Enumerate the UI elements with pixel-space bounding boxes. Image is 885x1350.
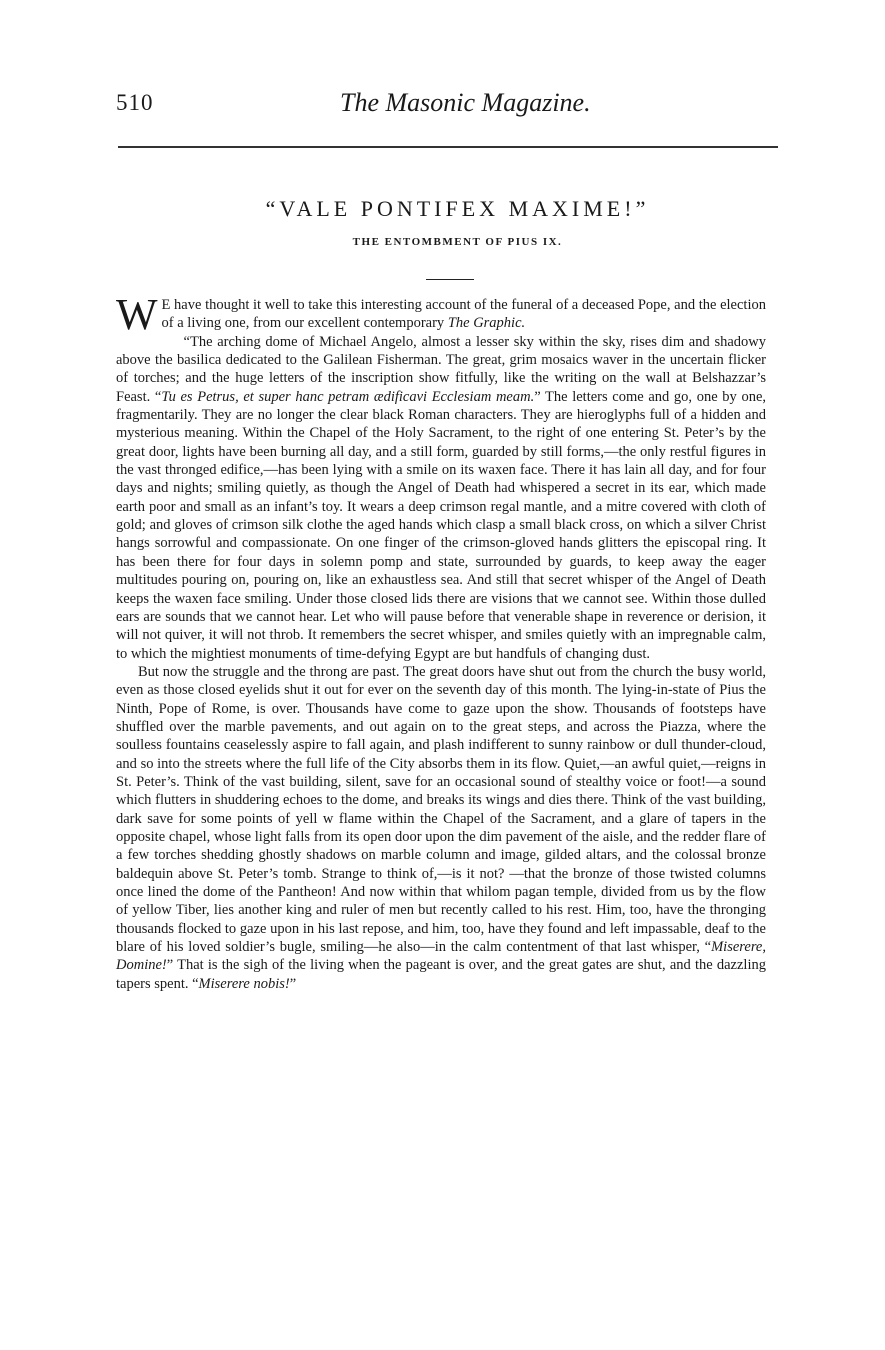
paragraph-2-text-b: ” That is the sigh of the living when the pageant is over, and the great gates are shut, and the dazzling tapers spent. “ (116, 957, 766, 992)
latin-inscription: Tu es Petrus, et super hanc petram ædificavi Ecclesiam meam. (161, 388, 535, 405)
article-body (116, 290, 767, 993)
intro-text: E have thought it well to take this interesting account of the funeral of a deceased Pope, and the election of a living one, from our excellent contemporary (161, 297, 766, 332)
drop-cap: W (116, 290, 158, 339)
latin-phrase-1: Miserere, Domine! (116, 939, 766, 974)
journal-title: The Masonic Magazine. (340, 88, 591, 117)
page-number: 510 (116, 90, 154, 115)
paragraph-1 (116, 333, 766, 663)
intro-paragraph (116, 290, 766, 339)
title-divider (426, 279, 474, 280)
paragraph-2-text-c: ” (289, 975, 297, 992)
paragraph-1-text-a: “The arching dome of Michael Angelo, almost a lesser sky within the sky, rises dim and shadowy above the basilica dedicated to the Galilean Fisherman. The great, grim mosaics waver in the uncertain flicker of torches; and the huge letters of the inscription show fitfully, like the writing on the wall at Belshazzar’s Feast. “ (116, 333, 766, 405)
paragraph-1-text-b: ” The letters come and go, one by one, fragmentarily. They are no longer the clear black Roman characters. They are hieroglyphs full of a hidden and mysterious meaning. Within the Chapel of the Holy Sacrament, to the right of one entering St. Peter’s by the great door, lights have been burning all day, and a still form, guarded by still forms,—the only restful figures in the vast thronged edifice,—has been lying with a smile on its waxen face. There it has lain all day, and for four days and nights; smiling quietly, as though the Angel of Death had whispered a secret in its ear, which made earth poor and small as an infant’s toy. It wears a deep crimson regal mantle, and a mitre covered with cloth of gold; and gloves of crimson silk clothe the aged hands which clasp a small black cross, on which a silver Christ hangs sorrowful and compassionate. On one finger of the crimson-gloved hands glitters the episcopal ring. It has been there for four days in solemn pomp and state, surrounded by guards, to keep away the eager multitudes pouring on, pouring on, like an exhaustless sea. And still that secret whisper of the Angel of Death keeps the waxen face smiling. Under those closed lids there are visions that we cannot see. Within those dulled ears are sounds that we cannot hear. Let who will pause before that venerable shape in reverence or derision, it will not quiver, it will not throb. It remembers the secret whisper, and smiles quietly with an impregnable calm, to which the mightiest monuments of time-defying Egypt are but handfuls of changing dust. (116, 388, 767, 662)
header-rule (118, 146, 778, 148)
running-head (0, 90, 885, 126)
article-subtitle: THE ENTOMBMENT OF PIUS IX. (352, 236, 563, 248)
latin-phrase-2: Miserere nobis! (198, 975, 290, 992)
paragraph-2-text-a: But now the struggle and the throng are past. The great doors have shut out from the church the busy world, even as those closed eyelids shut it out for ever on the seventh day of this month. The lying-in-state of Pius the Ninth, Pope of Rome, is over. Thousands have come to gaze upon the show. Thousands of footsteps have shuffled over the marble pavements, and out again on to the great steps, and across the Piazza, where the soulless fountains ceaselessly aspire to fall again, and plash indifferent to sunny rainbow or dull thunder-cloud, and so into the streets where the full life of the City absorbs them in its flow. Quiet,—an awful quiet,—reigns in St. Peter’s. Think of the vast building, silent, save for an occasional sound of stealthy voice or foot!—a sound which flutters in shuddering echoes to the dome, and breaks its wings and dies there. Think of the vast building, dark save for some points of yell w flame within the Chapel of the Sacrament, and a glare of tapers in the opposite chapel, whose light falls from its open door upon the dim pavement of the aisle, and the redder flare of a few torches shedding ghostly shadows on marble column and image, gilded altars, and the colossal bronze baldequin above St. Peter’s tomb. Strange to think of,—is it not? —that the bronze of those twisted columns once lined the dome of the Pantheon! And now within that whilom pagan temple, divided from us by the flow of yellow Tiber, lies another king and ruler of men but recently called to his rest. Him, too, have the thronging thousands flocked to gaze upon in his last repose, and him, too, have they found and left impassable, deaf to the blare of his loved soldier’s bugle, smiling—he also—in the calm contentment of that last whisper, “ (116, 663, 766, 956)
source-title: The Graphic. (447, 315, 526, 332)
paragraph-2 (116, 663, 766, 993)
article-title: “VALE PONTIFEX MAXIME!” (265, 196, 650, 221)
